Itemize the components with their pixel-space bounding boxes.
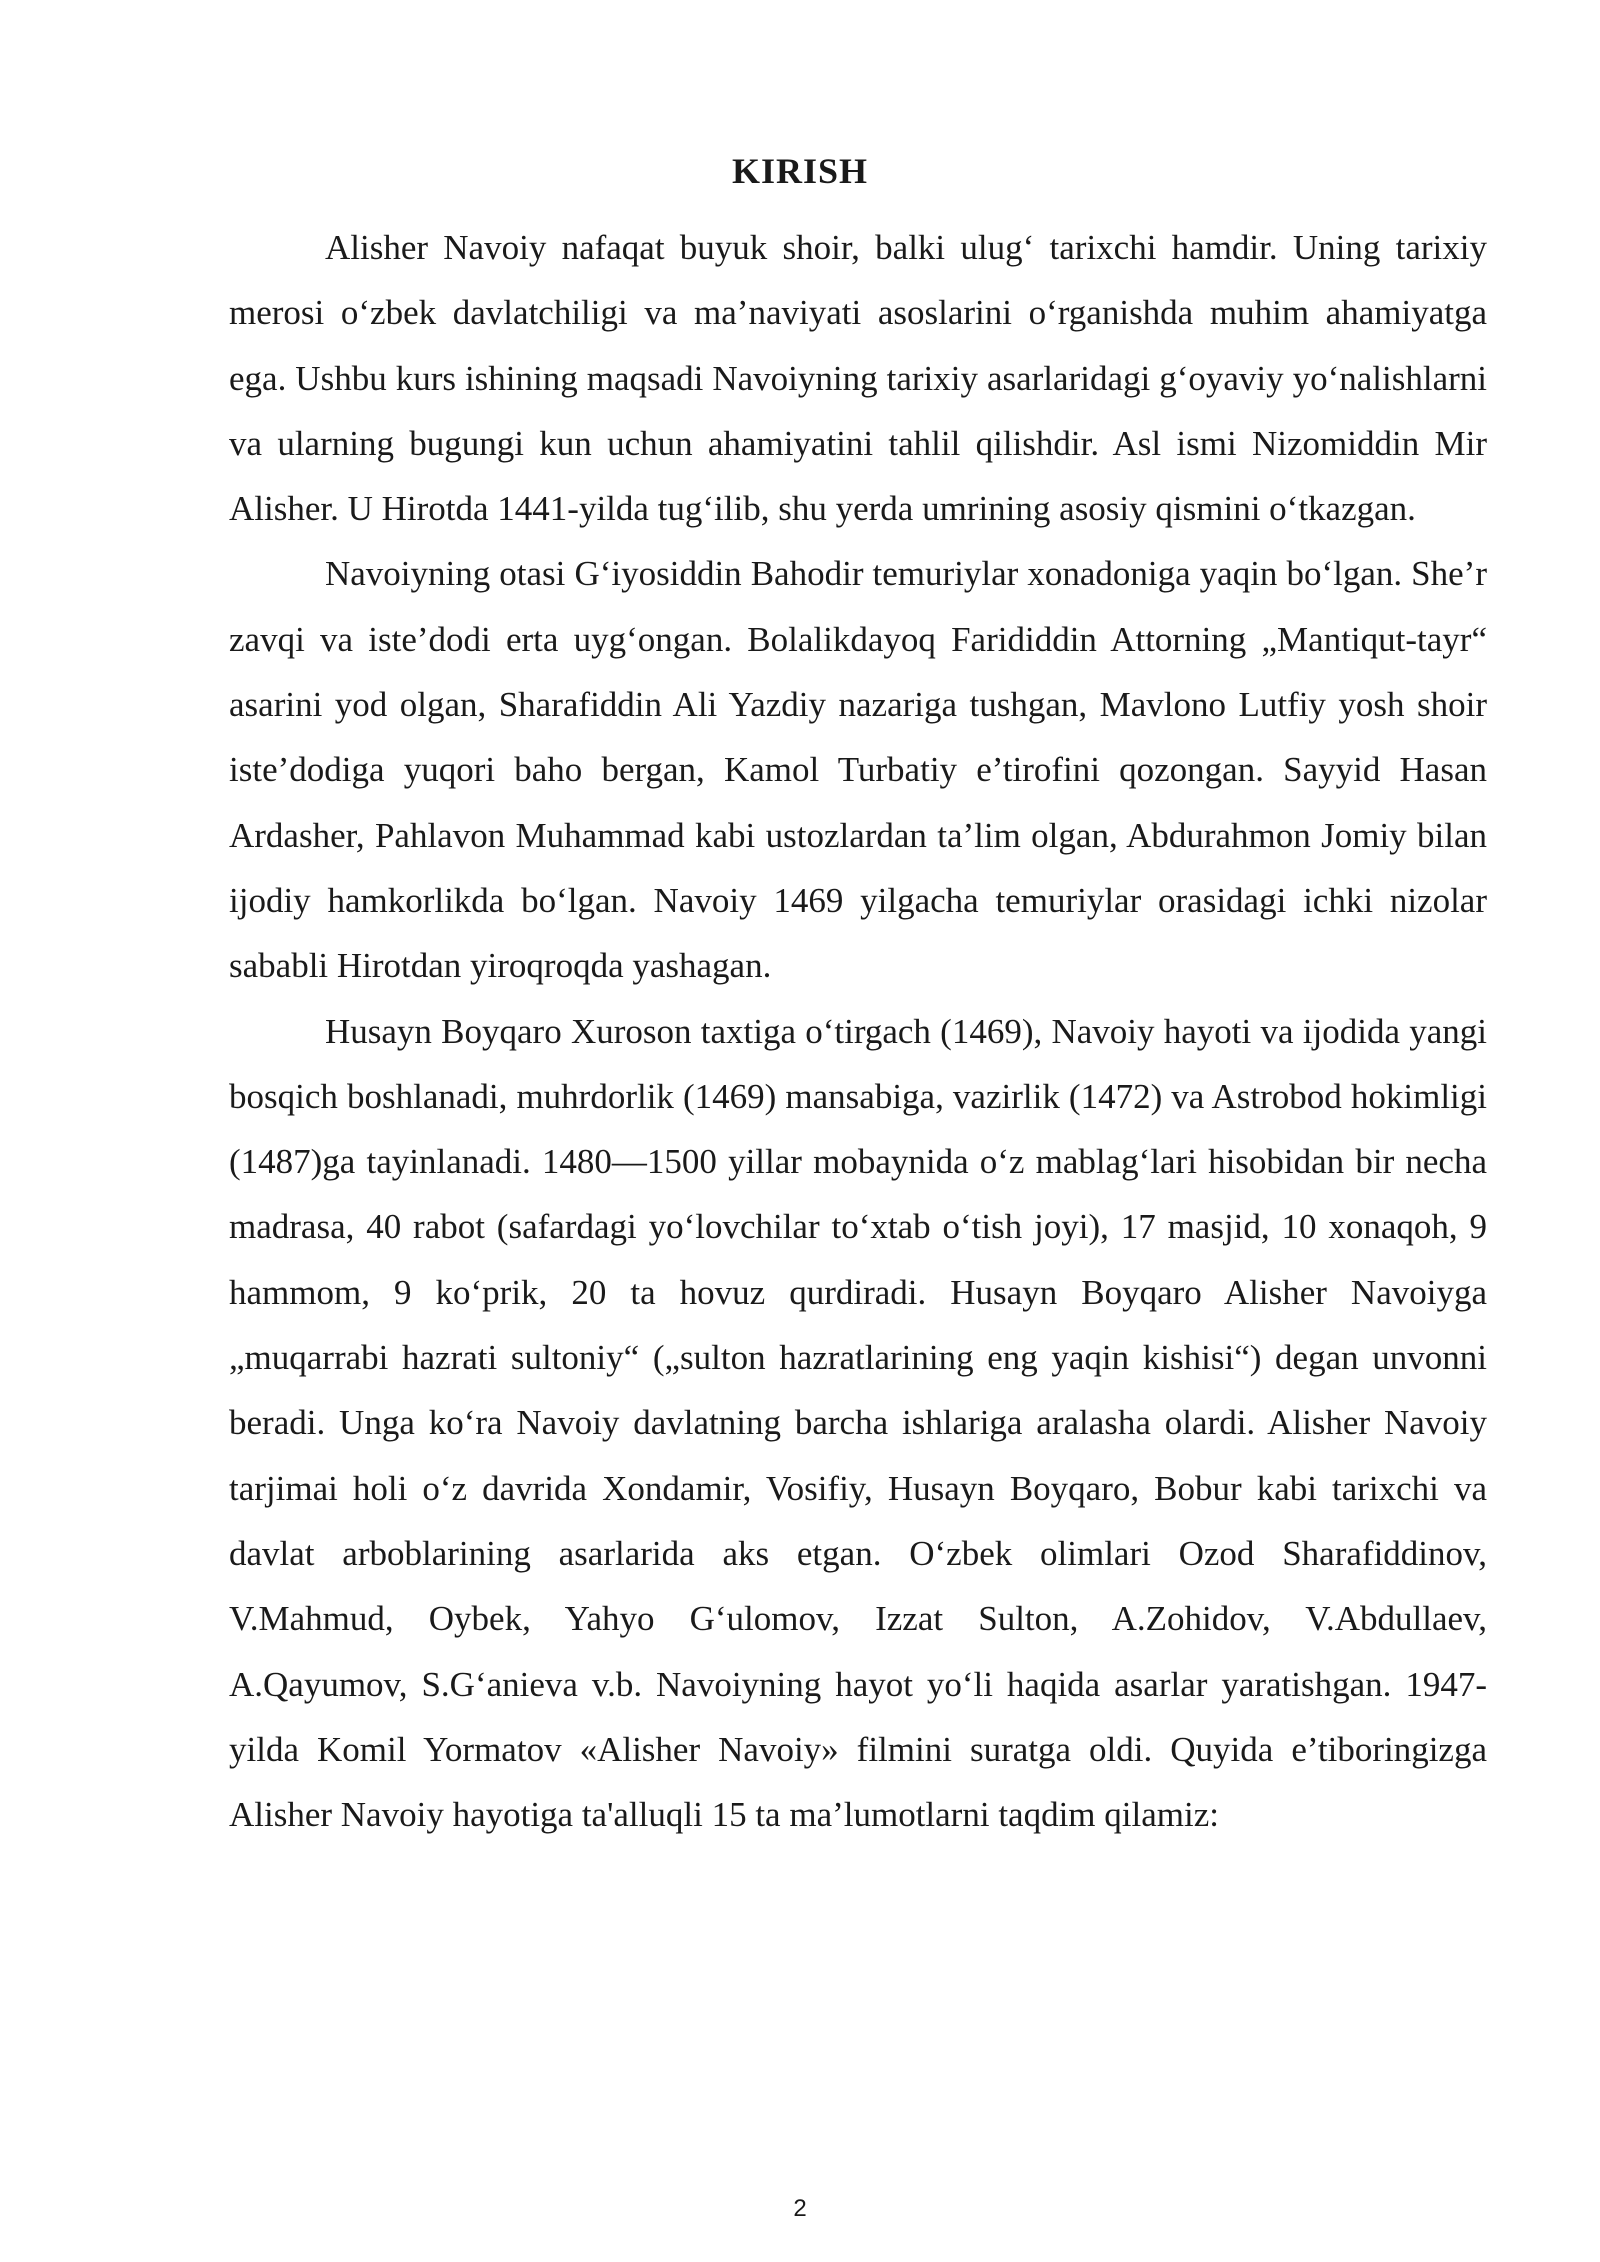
document-body [229,215,1487,1847]
page-number: 2 [793,2195,807,2222]
paragraph-intro: Alisher Navoiy nafaqat buyuk shoir, balki ulug‘ tarixchi hamdir. Uning tarixiy merosi o‘zbek davlatchiligi va ma’naviyati asoslarini o‘rganishda muhim ahamiyatga ega. Ushbu kurs ishining maqsadi Navoiyning tarixiy asarlaridagi g‘oyaviy yo‘nalishlarni va ularning bugungi kun uchun ahamiyatini tahlil qilishdir. Asl ismi Nizomiddin Mir Alisher. U Hirotda 1441-yilda tug‘ilib, shu yerda umrining asosiy qismini o‘tkazgan. [229,228,1487,529]
paragraph-father: Navoiyning otasi G‘iyosiddin Bahodir temuriylar xonadoniga yaqin bo‘lgan. She’r zavqi va iste’dodi erta uyg‘ongan. Bolalikdayoq Farididdin Attorning „Mantiqut-tayr“ asarini yod olgan, Sharafiddin Ali Yazdiy nazariga tushgan, Mavlono Lutfiy yosh shoir iste’dodiga yuqori baho bergan, Kamol Turbatiy e’tirofini qozongan. Sayyid Hasan Ardasher, Pahlavon Muhammad kabi ustozlardan ta’lim olgan, Abdurahmon Jomiy bilan ijodiy hamkorlikda bo‘lgan. Navoiy 1469 yilgacha temuriylar orasidagi ichki nizolar sababli Hirotdan yiroqroqda yashagan. [229,554,1487,986]
section-heading: KIRISH [731,151,869,191]
paragraph-husayn-boyqaro: Husayn Boyqaro Xuroson taxtiga o‘tirgach (1469), Navoiy hayoti va ijodida yangi bosqich boshlanadi, muhrdorlik (1469) mansabiga, vazirlik (1472) va Astrobod hokimligi (1487)ga tayinlanadi. 1480—1500 yillar mobaynida o‘z mablag‘lari hisobidan bir necha madrasa, 40 rabot (safardagi yo‘lovchilar to‘xtab o‘tish joyi), 17 masjid, 10 xonaqoh, 9 hammom, 9 ko‘prik, 20 ta hovuz qurdiradi. Husayn Boyqaro Alisher Navoiyga „muqarrabi hazrati sultoniy“ („sulton hazratlarining eng yaqin kishisi“) degan unvonni beradi. Unga ko‘ra Navoiy davlatning barcha ishlariga aralasha olardi. Alisher Navoiy tarjimai holi o‘z davrida Xondamir, Vosifiy, Husayn Boyqaro, Bobur kabi tarixchi va davlat arboblarining asarlarida aks etgan. O‘zbek olimlari Ozod Sharafiddinov, V.Mahmud, Oybek, Yahyo G‘ulomov, Izzat Sulton, A.Zohidov, V.Abdullaev, A.Qayumov, S.G‘anieva v.b. Navoiyning hayot yo‘li haqida asarlar yaratishgan. 1947-yilda Komil Yormatov «Alisher Navoiy» filmini suratga oldi. Quyida e’tiboringizga Alisher Navoiy hayotiga ta'alluqli 15 ta ma’lumotlarni taqdim qilamiz: [229,1011,1487,1835]
